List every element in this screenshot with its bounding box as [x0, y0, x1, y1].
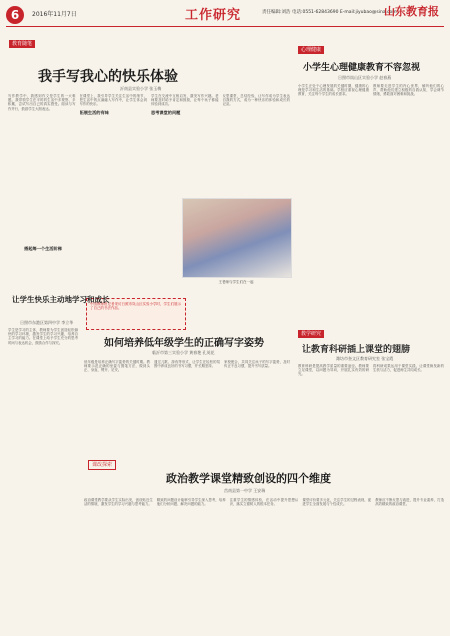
tag-essay: 教育随笔 — [9, 40, 35, 48]
headline-article-2: 小学生心理健康教育不容忽视 — [303, 63, 421, 73]
headline-article-3: 让学生快乐主动地学习和成长 — [12, 295, 110, 304]
page-number: 6 — [6, 6, 24, 24]
article-4-body: 低年级是培养正确写字姿势的关键时期。教师要示范正确的坐姿与握笔方法，做到头正、身直、臂开、足安。 通过儿歌、游戏等形式，让学生在轻松的氛围中养成良好的书写习惯，并长期坚持。 家校配合，共同关注孩子的写字姿势，及时纠正不良习惯，提升书写质量。 — [84, 360, 290, 373]
article-6-body: 政治课堂教学要从学生实际出发，创设贴近生活的情境，激发学生的学习兴趣与思考能力。 精致的问题设计能够引导学生深入思考，培养他们分析问题、解决问题的能力。 注重学生的情感体验，在活动中提升思想认识，落实立德树人的根本任务。 课堂评价要多元化，关注学生的过程表现，促进学生全面发展与个性成长。 教师应不断反思与改进，提升专业素养，打造高效精致的政治课堂。 — [84, 498, 444, 507]
photo-caption: 王老师与学生们在一起 — [218, 280, 254, 284]
article-3-body: 学生是学习的主体，教师要为学生创造轻松愉快的学习环境，激发学生的学习兴趣，培养自主学习的能力。在课堂上给予学生充分的思考时间与表达机会，鼓励合作与探究。 — [8, 328, 78, 345]
headline-article-6: 政治教学课堂精致创设的四个维度 — [166, 472, 331, 485]
body-col-2: 在课堂上，我引导学生关注生活中的细节，把生活中的点滴融入写作中，让学生体会到写作的快乐。 拓展生活的有味 — [79, 94, 147, 115]
article-1-subhead-0: 搭起每一个生活阶梯 — [24, 246, 62, 251]
body-col-1: 写作教学中，我感到作文是学生的一大难题。我带领学生在平时的生活中多观察、多积累，尝试写出自己的真实感受。阅读与写作并行，鼓励学生大胆表达。 — [8, 94, 76, 111]
headline-article-1: 我手写我心的快乐体验 — [38, 69, 178, 85]
issue-date: 2016年11月7日 — [32, 11, 77, 18]
tag-psychology: 心理健康 — [298, 46, 324, 54]
headline-article-5: 让教育科研插上课堂的翅膀 — [302, 345, 411, 355]
tag-reform: 课改探索 — [88, 460, 116, 470]
byline-article-2: 日照市岚山区实验小学 赵春燕 — [338, 75, 392, 80]
newspaper-masthead: 山东教育报 — [384, 5, 439, 18]
headline-article-4: 如何培养低年级学生的正确写字姿势 — [104, 338, 264, 349]
header-rule — [6, 26, 444, 27]
byline-article-6: 莒南县第一中学 王安瑞 — [224, 488, 266, 493]
byline-article-3: 日照市东港区第四中学 李立华 — [20, 320, 74, 325]
subhead-2: 思考课堂的问题 — [151, 109, 181, 115]
byline-article-5: 潍坊市奎文区教育研究室 张宝霞 — [336, 356, 394, 361]
note-box: 中国教师报记者采访日照市岚山区实验小学时，学生们展示了自己的书法作品。 — [86, 298, 186, 330]
body-col-3: 学生在交流中互相启发，激发写作兴趣。老师要及时给予肯定和鼓励，让每个孩子都能体验到成功。 思考课堂的问题 — [151, 94, 219, 115]
section-title: 工作研究 — [185, 8, 242, 23]
tag-research: 教学研究 — [298, 330, 324, 338]
subhead-1: 拓展生活的有味 — [79, 109, 109, 115]
byline-article-1: 沂南县实验小学 张玉梅 — [120, 86, 162, 91]
article-2-body: 小学生正处于心理发展的关键时期，健康的心理是学习和生活的基础。学校应重视心理健康教育，关注每个学生的成长需求。 教师要走进学生的内心世界，倾听他们的心声，帮助他们建立积极的自我认知，学会调节情绪，勇敢面对困难和挑战。 — [298, 84, 444, 97]
photo-students — [182, 198, 292, 278]
byline-article-4: 临沂市第三实验小学 黄春艳 孔英花 — [152, 350, 215, 355]
editor-contact: 责任编辑:刘浩 电话:0551-62843690 E-mail:jiyubao@sina.com — [262, 10, 397, 15]
body-col-4: 反思课堂，总结经验，让写作成为学生表达自我的方式，成为一种快乐的体验和成长的记录。 — [222, 94, 290, 107]
article-5-body: 教育科研是提高教学质量的重要途径。教师要立足课堂，以问题为导向，开展扎实有效的研究。 将科研成果运用于课堂实践，让课堂焕发新的生机与活力，促进师生共同成长。 — [298, 364, 444, 377]
